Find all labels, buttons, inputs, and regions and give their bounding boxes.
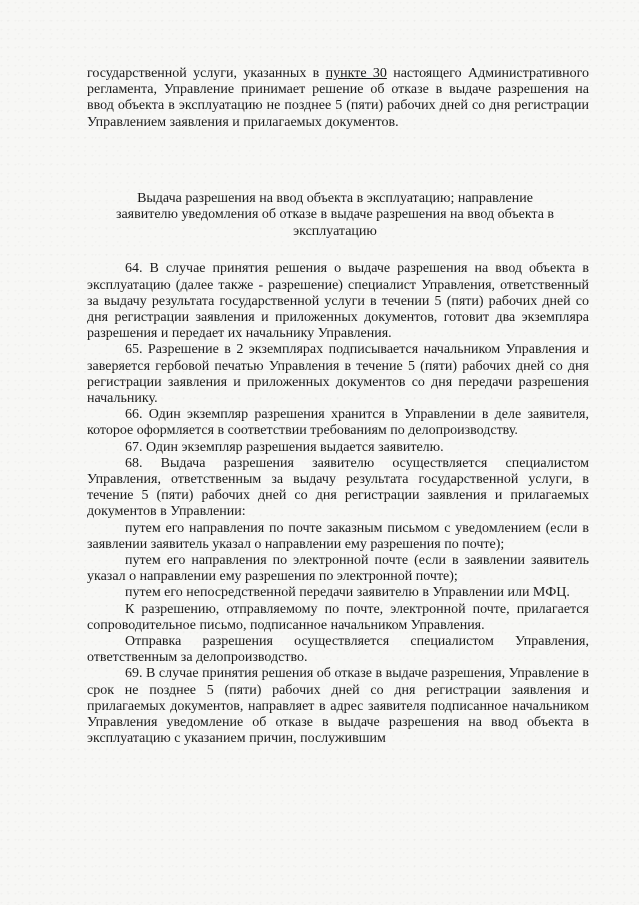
paragraph-text: государственной услуги, указанных в bbox=[87, 66, 326, 81]
paragraph-text: настоящего Административного регламента, Управление принимает решение об отказе в выдаче разрешения на ввод объекта в эксплуатацию не позднее 5 (пяти) рабочих дней со дня регистрации Управлением заявления и прилагаемых документов. bbox=[87, 66, 590, 130]
paragraph-65: 65. Разрешение в 2 экземплярах подписывается начальником Управления и заверяется гербовой печатью Управления в течение 5 (пяти) рабочих дней со дня регистрации заявления и приложенных документов со дня передачи разрешения начальнику. bbox=[87, 342, 589, 406]
paragraph-69: 69. В случае принятия решения об отказе в выдаче разрешения, Управление в срок не позднее 5 (пяти) рабочих дней со дня регистрации заявления и прилагаемых документов, направляет в адрес заявителя подписанное начальником Управления уведомление об отказе в выдаче разрешения на ввод объекта в эксплуатацию с указанием причин, послужившим bbox=[87, 666, 589, 747]
paragraph-67: 67. Один экземпляр разрешения выдается заявителю. bbox=[125, 439, 444, 455]
paragraph-cover-letter: К разрешению, отправляемому по почте, электронной почте, прилагается сопроводительное письмо, подписанное начальником Управления. bbox=[87, 601, 589, 633]
paragraph-68: 68. Выдача разрешения заявителю осуществляется специалистом Управления, ответственным за выдачу результата государственной услуги, в течение 5 (пяти) рабочих дней со дня регистрации заявления и прилагаемых документов в Управлении: bbox=[87, 455, 589, 520]
paragraph-68-email: путем его направления по электронной почте (если в заявлении заявитель указал о направлении ему разрешения по электронной почте); bbox=[87, 552, 589, 585]
paragraph-68-direct: путем его непосредственной передачи заявителю в Управлении или МФЦ. bbox=[125, 585, 570, 601]
paragraph-66: 66. Один экземпляр разрешения хранится в Управлении в деле заявителя, которое оформляется в соответствии требованиям по делопроизводству. bbox=[87, 407, 589, 439]
paragraph-continuation bbox=[87, 66, 589, 131]
paragraph-68-mail: путем его направления по почте заказным письмом с уведомлением (если в заявлении заявитель указал о направлении ему разрешения по почте); bbox=[87, 520, 589, 552]
paragraph-64: 64. В случае принятия решения о выдаче разрешения на ввод объекта в эксплуатацию (далее также - разрешение) специалист Управления, ответственный за выдачу результата государственной услуги в течении 5 (пяти) рабочих дней со дня регистрации заявления и приложенных документов, готовит два экземпляра разрешения и передает их начальнику Управления. bbox=[87, 261, 589, 342]
point-30-link[interactable]: пункте 30 bbox=[325, 66, 387, 81]
paragraph-sending: Отправка разрешения осуществляется специалистом Управления, ответственным за делопроизводство. bbox=[87, 633, 589, 666]
section-heading: Выдача разрешения на ввод объекта в эксплуатацию; направление заявителю уведомления об отказе в выдаче разрешения на ввод объекта в эксплуатацию bbox=[115, 190, 555, 239]
